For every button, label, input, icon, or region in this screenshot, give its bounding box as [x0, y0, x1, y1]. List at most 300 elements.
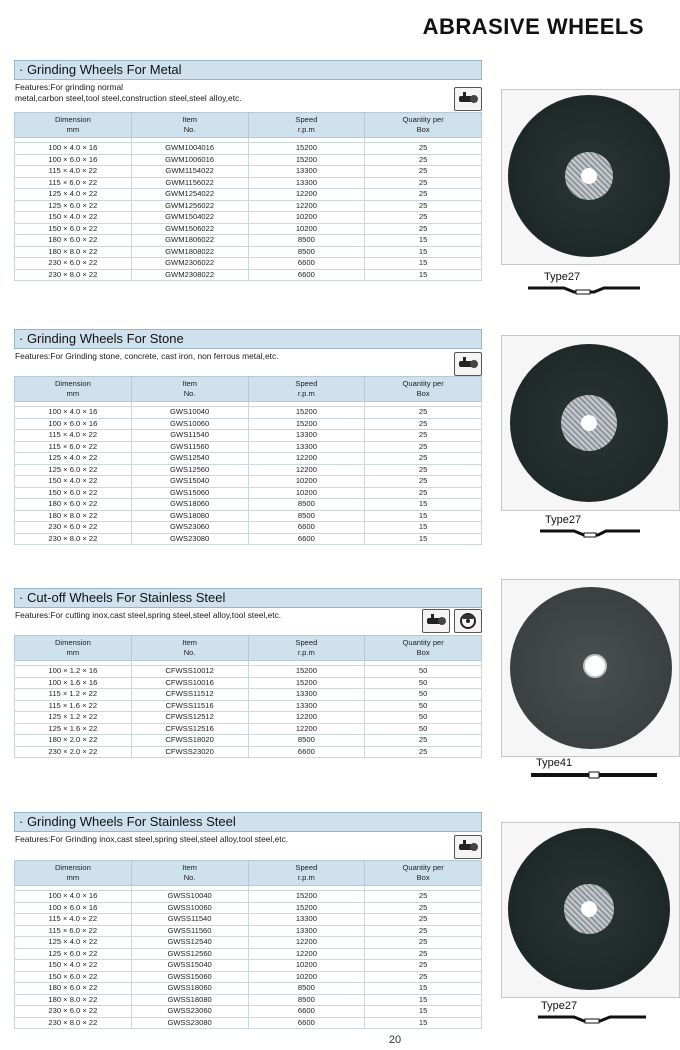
table-cell: 25 — [365, 441, 482, 453]
wheel-profile-icon — [540, 526, 640, 540]
column-item — [131, 377, 248, 402]
table-cell: 13300 — [248, 166, 365, 178]
column-speed — [248, 113, 365, 138]
column-label: Dimension — [54, 638, 91, 647]
column-quantity — [365, 636, 482, 661]
table-cell: CFWSS12516 — [131, 723, 248, 735]
column-label: Item — [182, 638, 198, 647]
table-row — [15, 971, 482, 983]
column-unit: No. — [183, 125, 196, 134]
angle-grinder-icon — [454, 87, 482, 111]
table-cell: 25 — [365, 464, 482, 476]
table-cell: 15200 — [248, 407, 365, 419]
table-row — [15, 177, 482, 189]
table-cell: 6600 — [248, 258, 365, 270]
table-cell: 15200 — [248, 902, 365, 914]
column-label: Quantity per — [402, 115, 444, 124]
column-item — [131, 113, 248, 138]
table-cell: 50 — [365, 700, 482, 712]
table-cell: 50 — [365, 666, 482, 678]
table-cell: 12200 — [248, 189, 365, 201]
table-cell: 50 — [365, 723, 482, 735]
column-unit: Box — [416, 125, 430, 134]
column-speed — [248, 636, 365, 661]
features-text — [14, 610, 415, 621]
table-cell: 6600 — [248, 746, 365, 758]
table-cell: 10200 — [248, 476, 365, 488]
table-cell: 15 — [365, 1006, 482, 1018]
table-row — [15, 994, 482, 1006]
table-cell: GWS18060 — [131, 499, 248, 511]
column-unit: Box — [416, 873, 430, 882]
table-cell: 50 — [365, 712, 482, 724]
table-cell: 115 × 1.2 × 22 — [15, 689, 132, 701]
table-row — [15, 441, 482, 453]
column-label: Quantity per — [402, 863, 444, 872]
table-cell: 25 — [365, 166, 482, 178]
table-cell: 50 — [365, 677, 482, 689]
column-unit: mm — [66, 873, 80, 882]
table-cell: 230 × 8.0 × 22 — [15, 269, 132, 281]
wheel-profile-icon — [538, 1012, 646, 1026]
table-row — [15, 246, 482, 258]
table-row — [15, 746, 482, 758]
table-cell: 115 × 6.0 × 22 — [15, 177, 132, 189]
table-cell: GWSS12560 — [131, 948, 248, 960]
table-cell: 12200 — [248, 723, 365, 735]
table-cell: 12200 — [248, 712, 365, 724]
column-dimension — [15, 113, 132, 138]
table-cell: 25 — [365, 487, 482, 499]
table-cell: GWSS23080 — [131, 1017, 248, 1029]
table-cell: GWS12560 — [131, 464, 248, 476]
table-cell: 100 × 6.0 × 16 — [15, 418, 132, 430]
table-cell: 150 × 6.0 × 22 — [15, 971, 132, 983]
column-unit: r.p.m — [297, 389, 315, 398]
angle-grinder-icon — [454, 835, 482, 859]
table-cell: 125 × 1.2 × 22 — [15, 712, 132, 724]
table-row — [15, 166, 482, 178]
column-dimension — [15, 861, 132, 886]
table-cell: 15 — [365, 994, 482, 1006]
table-cell: GWSS10040 — [131, 891, 248, 903]
table-cell: 25 — [365, 925, 482, 937]
features-text — [14, 82, 415, 104]
table-cell: 25 — [365, 430, 482, 442]
table-row — [15, 983, 482, 995]
section-cutoff-stainless — [14, 588, 482, 768]
wheel-profile-icon — [531, 770, 657, 780]
table-cell: 15200 — [248, 154, 365, 166]
column-label: Speed — [295, 638, 318, 647]
table-cell: CFWSS11512 — [131, 689, 248, 701]
table-cell: 25 — [365, 143, 482, 155]
table-cell: 25 — [365, 177, 482, 189]
table-cell: 8500 — [248, 983, 365, 995]
column-unit: r.p.m — [297, 648, 315, 657]
table-cell: 50 — [365, 689, 482, 701]
column-label: Speed — [295, 115, 318, 124]
table-row — [15, 937, 482, 949]
table-cell: 13300 — [248, 914, 365, 926]
column-label: Quantity per — [402, 638, 444, 647]
table-cell: 230 × 8.0 × 22 — [15, 533, 132, 545]
table-row — [15, 735, 482, 747]
table-cell: GWM1156022 — [131, 177, 248, 189]
table-row — [15, 499, 482, 511]
table-row — [15, 914, 482, 926]
table-row — [15, 960, 482, 972]
table-cell: CFWSS11516 — [131, 700, 248, 712]
table-cell: GWS15040 — [131, 476, 248, 488]
table-row — [15, 700, 482, 712]
cutting-machine-icon — [454, 609, 482, 633]
table-cell: 8500 — [248, 510, 365, 522]
table-cell: GWSS10060 — [131, 902, 248, 914]
table-cell: 10200 — [248, 960, 365, 972]
table-cell: 13300 — [248, 177, 365, 189]
table-cell: GWSS23060 — [131, 1006, 248, 1018]
table-cell: GWS18080 — [131, 510, 248, 522]
table-cell: GWSS12540 — [131, 937, 248, 949]
table-cell: 115 × 6.0 × 22 — [15, 925, 132, 937]
table-cell: GWSS11540 — [131, 914, 248, 926]
column-unit: mm — [66, 648, 80, 657]
table-cell: 25 — [365, 407, 482, 419]
column-unit: mm — [66, 389, 80, 398]
product-photo-cutoff — [501, 579, 680, 757]
table-cell: GWM1154022 — [131, 166, 248, 178]
page-number: 20 — [388, 1034, 402, 1046]
table-cell: GWSS18060 — [131, 983, 248, 995]
table-cell: 15200 — [248, 677, 365, 689]
features-text — [14, 834, 415, 845]
table-cell: GWM1254022 — [131, 189, 248, 201]
column-quantity — [365, 377, 482, 402]
table-cell: CFWSS23020 — [131, 746, 248, 758]
table-cell: 6600 — [248, 533, 365, 545]
product-table — [14, 860, 482, 1029]
table-row — [15, 464, 482, 476]
table-row — [15, 510, 482, 522]
column-unit: r.p.m — [297, 873, 315, 882]
table-cell: 25 — [365, 891, 482, 903]
table-cell: GWM1256022 — [131, 200, 248, 212]
table-cell: 8500 — [248, 499, 365, 511]
wheel-bore — [581, 415, 597, 431]
table-header-row — [15, 113, 482, 138]
table-cell: 15 — [365, 269, 482, 281]
table-cell: CFWSS12512 — [131, 712, 248, 724]
section-title: · Grinding Wheels For Stone — [14, 329, 482, 349]
table-cell: 100 × 4.0 × 16 — [15, 143, 132, 155]
column-unit: No. — [183, 873, 196, 882]
table-cell: 25 — [365, 960, 482, 972]
table-cell: 25 — [365, 418, 482, 430]
features-line: Features:For cutting inox,cast steel,spring steel,steel alloy,tool steel,etc. — [15, 610, 282, 620]
type-label: Type27 — [545, 514, 582, 526]
table-cell: 115 × 1.6 × 22 — [15, 700, 132, 712]
table-cell: 15 — [365, 533, 482, 545]
wheel-bore — [581, 901, 597, 917]
product-photo-stone — [501, 335, 680, 511]
table-cell: 25 — [365, 189, 482, 201]
table-row — [15, 453, 482, 465]
table-row — [15, 689, 482, 701]
table-cell: 150 × 6.0 × 22 — [15, 223, 132, 235]
table-cell: 125 × 6.0 × 22 — [15, 948, 132, 960]
table-cell: 180 × 6.0 × 22 — [15, 499, 132, 511]
page-title: ABRASIVE WHEELS — [422, 14, 644, 39]
table-cell: GWS23060 — [131, 522, 248, 534]
column-speed — [248, 377, 365, 402]
column-quantity — [365, 861, 482, 886]
table-cell: 150 × 4.0 × 22 — [15, 212, 132, 224]
table-cell: 25 — [365, 914, 482, 926]
table-cell: CFWSS10012 — [131, 666, 248, 678]
table-cell: 100 × 4.0 × 16 — [15, 891, 132, 903]
table-cell: GWS11540 — [131, 430, 248, 442]
column-label: Item — [182, 115, 198, 124]
type-label: Type41 — [536, 757, 573, 769]
table-row — [15, 891, 482, 903]
table-cell: 180 × 6.0 × 22 — [15, 983, 132, 995]
table-cell: 10200 — [248, 223, 365, 235]
product-table — [14, 112, 482, 281]
table-cell: 12200 — [248, 200, 365, 212]
table-cell: 100 × 1.6 × 16 — [15, 677, 132, 689]
table-cell: 125 × 6.0 × 22 — [15, 200, 132, 212]
table-row — [15, 723, 482, 735]
table-cell: 230 × 6.0 × 22 — [15, 258, 132, 270]
table-row — [15, 712, 482, 724]
usage-icons — [454, 835, 482, 859]
column-label: Speed — [295, 863, 318, 872]
column-unit: mm — [66, 125, 80, 134]
table-row — [15, 269, 482, 281]
table-cell: GWS15060 — [131, 487, 248, 499]
table-row — [15, 948, 482, 960]
table-row — [15, 235, 482, 247]
table-cell: 13300 — [248, 700, 365, 712]
table-cell: 25 — [365, 476, 482, 488]
table-cell: 12200 — [248, 464, 365, 476]
table-cell: CFWSS10016 — [131, 677, 248, 689]
wheel-bore — [581, 168, 597, 184]
table-cell: CFWSS18020 — [131, 735, 248, 747]
column-unit: No. — [183, 648, 196, 657]
table-cell: 230 × 8.0 × 22 — [15, 1017, 132, 1029]
column-label: Quantity per — [402, 379, 444, 388]
features-text — [14, 351, 415, 362]
table-cell: 15 — [365, 235, 482, 247]
usage-icons — [454, 352, 482, 376]
type-label: Type27 — [541, 1000, 578, 1012]
table-row — [15, 143, 482, 155]
table-cell: 15 — [365, 510, 482, 522]
table-row — [15, 677, 482, 689]
table-cell: GWM1006016 — [131, 154, 248, 166]
section-stone — [14, 329, 482, 549]
table-cell: 10200 — [248, 487, 365, 499]
table-row — [15, 902, 482, 914]
column-item — [131, 861, 248, 886]
features-line: Features:For Grinding stone, concrete, cast iron, non ferrous metal,etc. — [15, 351, 279, 361]
table-cell: 25 — [365, 971, 482, 983]
table-row — [15, 212, 482, 224]
table-cell: GWS23080 — [131, 533, 248, 545]
table-cell: 13300 — [248, 430, 365, 442]
table-cell: 15200 — [248, 891, 365, 903]
table-cell: 100 × 1.2 × 16 — [15, 666, 132, 678]
table-cell: GWM1004016 — [131, 143, 248, 155]
column-unit: Box — [416, 389, 430, 398]
table-cell: 115 × 4.0 × 22 — [15, 430, 132, 442]
column-label: Item — [182, 379, 198, 388]
table-header-row — [15, 377, 482, 402]
table-cell: 100 × 4.0 × 16 — [15, 407, 132, 419]
table-cell: 25 — [365, 902, 482, 914]
table-cell: 115 × 6.0 × 22 — [15, 441, 132, 453]
table-row — [15, 476, 482, 488]
table-cell: 25 — [365, 453, 482, 465]
column-unit: Box — [416, 648, 430, 657]
table-cell: 180 × 8.0 × 22 — [15, 510, 132, 522]
table-cell: 125 × 6.0 × 22 — [15, 464, 132, 476]
table-cell: 13300 — [248, 689, 365, 701]
product-table — [14, 376, 482, 545]
table-cell: GWM1806022 — [131, 235, 248, 247]
table-cell: 230 × 2.0 × 22 — [15, 746, 132, 758]
table-cell: 100 × 6.0 × 16 — [15, 902, 132, 914]
table-row — [15, 1017, 482, 1029]
column-label: Dimension — [54, 115, 91, 124]
table-cell: 8500 — [248, 235, 365, 247]
table-cell: GWS12540 — [131, 453, 248, 465]
section-title: · Grinding Wheels For Stainless Steel — [14, 812, 482, 832]
table-row — [15, 487, 482, 499]
table-row — [15, 189, 482, 201]
table-header-row — [15, 861, 482, 886]
table-cell: 25 — [365, 746, 482, 758]
column-unit: r.p.m — [297, 125, 315, 134]
table-cell: 15 — [365, 983, 482, 995]
table-cell: 150 × 4.0 × 22 — [15, 960, 132, 972]
table-cell: GWSS15060 — [131, 971, 248, 983]
table-cell: 6600 — [248, 1017, 365, 1029]
features-line: metal,carbon steel,tool steel,construction steel,steel alloy,etc. — [15, 93, 242, 103]
table-cell: 180 × 8.0 × 22 — [15, 994, 132, 1006]
table-cell: 15200 — [248, 143, 365, 155]
table-cell: 6600 — [248, 1006, 365, 1018]
table-cell: 10200 — [248, 212, 365, 224]
table-cell: GWM2308022 — [131, 269, 248, 281]
table-cell: 15 — [365, 246, 482, 258]
features-line: Features:For grinding normal — [15, 82, 123, 92]
table-cell: 180 × 6.0 × 22 — [15, 235, 132, 247]
table-cell: 230 × 6.0 × 22 — [15, 1006, 132, 1018]
column-dimension — [15, 636, 132, 661]
table-cell: 15 — [365, 258, 482, 270]
table-cell: 8500 — [248, 735, 365, 747]
table-cell: 6600 — [248, 269, 365, 281]
table-cell: 25 — [365, 154, 482, 166]
table-cell: 125 × 1.6 × 22 — [15, 723, 132, 735]
table-cell: 15200 — [248, 418, 365, 430]
table-cell: GWM1504022 — [131, 212, 248, 224]
table-row — [15, 407, 482, 419]
table-cell: 25 — [365, 948, 482, 960]
table-cell: 100 × 6.0 × 16 — [15, 154, 132, 166]
table-cell: 15200 — [248, 666, 365, 678]
section-title: · Grinding Wheels For Metal — [14, 60, 482, 80]
table-cell: GWM1506022 — [131, 223, 248, 235]
table-cell: 6600 — [248, 522, 365, 534]
column-label: Item — [182, 863, 198, 872]
table-cell: GWSS18080 — [131, 994, 248, 1006]
table-row — [15, 1006, 482, 1018]
table-cell: GWS11560 — [131, 441, 248, 453]
column-speed — [248, 861, 365, 886]
table-cell: 13300 — [248, 925, 365, 937]
table-row — [15, 430, 482, 442]
table-row — [15, 200, 482, 212]
column-label: Dimension — [54, 379, 91, 388]
table-cell: 125 × 4.0 × 22 — [15, 453, 132, 465]
table-cell: GWM2306022 — [131, 258, 248, 270]
product-table — [14, 635, 482, 758]
table-cell: 25 — [365, 735, 482, 747]
table-row — [15, 154, 482, 166]
table-cell: 10200 — [248, 971, 365, 983]
section-title: · Cut-off Wheels For Stainless Steel — [14, 588, 482, 608]
table-cell: 12200 — [248, 937, 365, 949]
table-cell: 115 × 4.0 × 22 — [15, 914, 132, 926]
table-cell: 15 — [365, 1017, 482, 1029]
table-cell: 12200 — [248, 948, 365, 960]
section-grinding-stainless — [14, 812, 482, 1030]
table-cell: 25 — [365, 200, 482, 212]
wheel-profile-icon — [528, 283, 640, 297]
product-photo-grinding-stainless — [501, 822, 680, 998]
column-quantity — [365, 113, 482, 138]
usage-icons — [422, 609, 482, 633]
table-cell: 125 × 4.0 × 22 — [15, 189, 132, 201]
table-cell: 25 — [365, 212, 482, 224]
table-cell: 12200 — [248, 453, 365, 465]
usage-icons — [454, 87, 482, 111]
table-cell: 8500 — [248, 994, 365, 1006]
section-metal — [14, 60, 482, 296]
table-cell: 150 × 4.0 × 22 — [15, 476, 132, 488]
table-cell: 150 × 6.0 × 22 — [15, 487, 132, 499]
table-cell: 15 — [365, 499, 482, 511]
column-dimension — [15, 377, 132, 402]
table-cell: 230 × 6.0 × 22 — [15, 522, 132, 534]
table-cell: GWSS11560 — [131, 925, 248, 937]
table-cell: 115 × 4.0 × 22 — [15, 166, 132, 178]
column-label: Dimension — [54, 863, 91, 872]
table-cell: 25 — [365, 937, 482, 949]
product-photo-metal — [501, 89, 680, 265]
table-cell: 13300 — [248, 441, 365, 453]
table-header-row — [15, 636, 482, 661]
table-cell: 125 × 4.0 × 22 — [15, 937, 132, 949]
column-label: Speed — [295, 379, 318, 388]
table-cell: GWSS15040 — [131, 960, 248, 972]
table-cell: 180 × 8.0 × 22 — [15, 246, 132, 258]
angle-grinder-icon — [422, 609, 450, 633]
